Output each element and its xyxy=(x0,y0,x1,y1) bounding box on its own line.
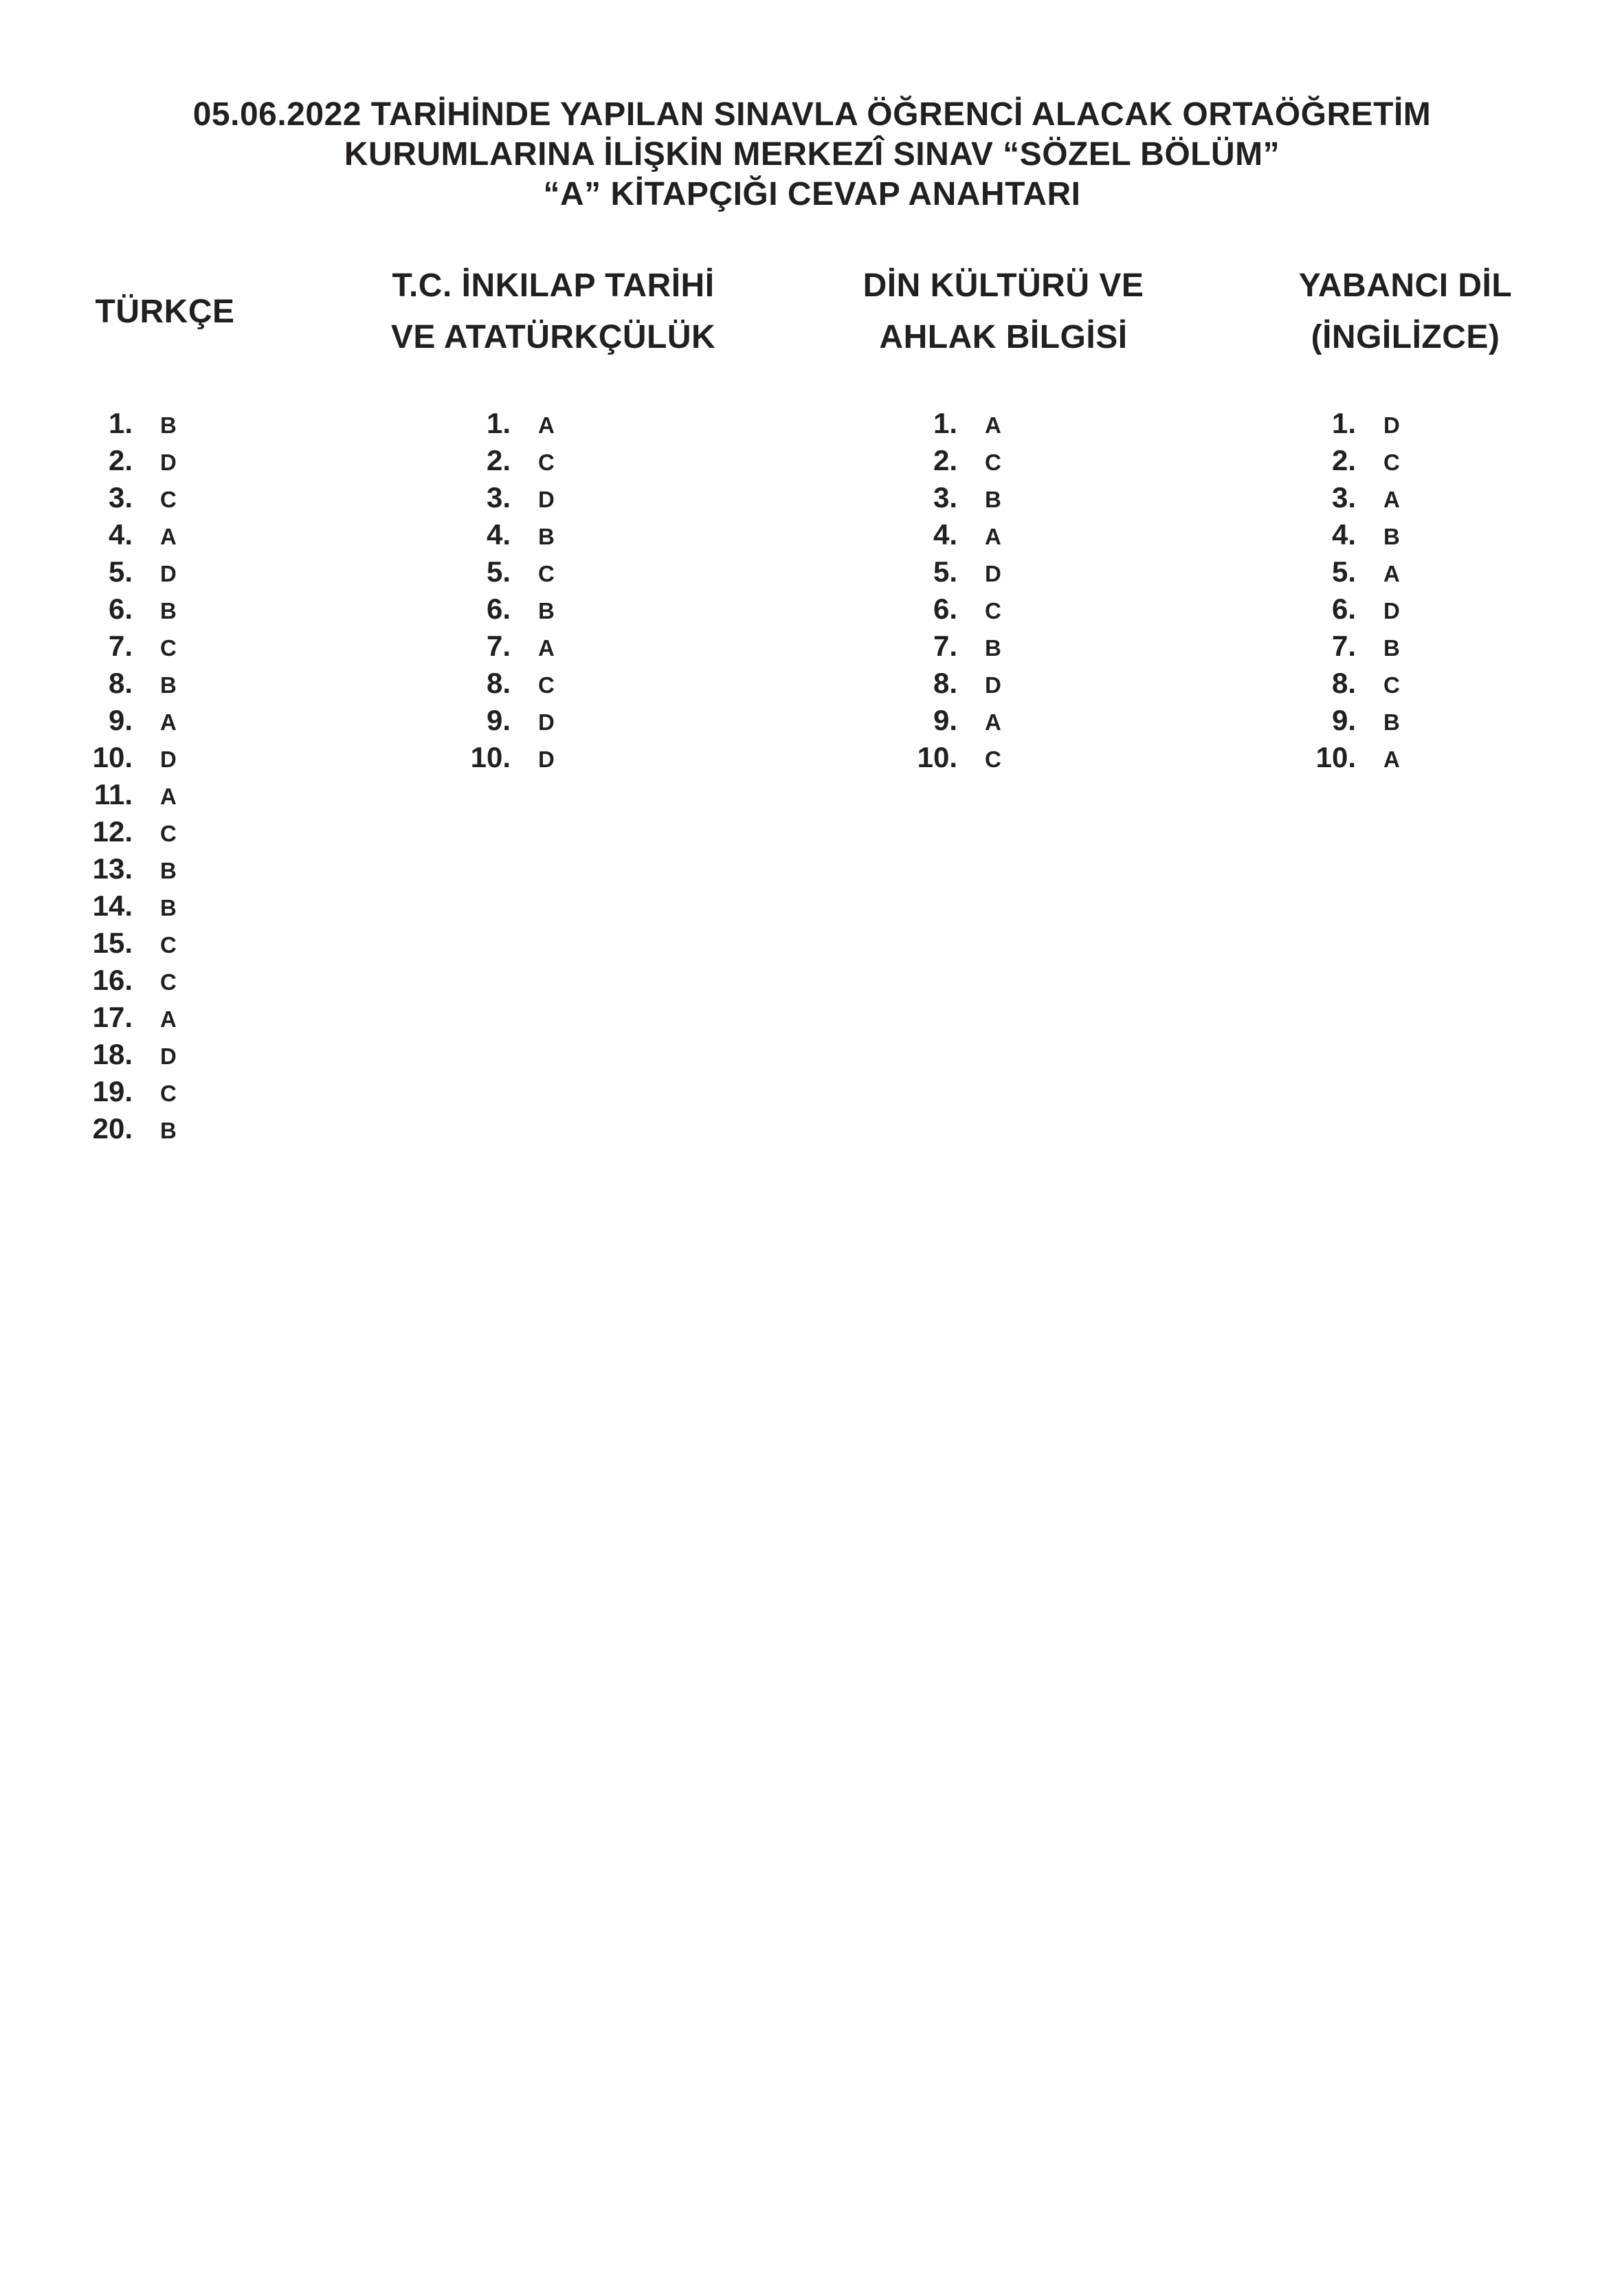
question-number: 10. xyxy=(470,741,511,773)
answer-row xyxy=(1273,405,1612,442)
question-number: 17. xyxy=(92,1001,133,1033)
answer-row xyxy=(875,665,1210,702)
question-number: 19. xyxy=(92,1075,133,1107)
answer-row xyxy=(875,405,1210,442)
answer-choice: B xyxy=(985,635,1001,661)
answer-choice: C xyxy=(160,821,177,846)
answer-row xyxy=(50,887,302,925)
answer-row xyxy=(428,665,759,702)
question-number: 16. xyxy=(92,964,133,996)
question-number: 4. xyxy=(486,518,511,551)
answer-choice: A xyxy=(1383,487,1400,512)
question-number: 7. xyxy=(108,630,133,662)
answer-row xyxy=(50,925,302,962)
answer-choice: D xyxy=(160,1044,177,1069)
answer-choice: A xyxy=(538,412,555,438)
question-number: 13. xyxy=(92,852,133,885)
answer-choice: B xyxy=(160,895,177,920)
answer-choice: B xyxy=(160,858,177,883)
question-number: 18. xyxy=(92,1038,133,1070)
title-line-1: 05.06.2022 TARİHİNDE YAPILAN SINAVLA ÖĞRENCİ ALACAK ORTAÖĞRETİM xyxy=(192,96,1432,133)
answer-choice: C xyxy=(985,450,1001,475)
question-number: 1. xyxy=(933,407,957,439)
subject-heading-turkce xyxy=(27,260,302,363)
answer-choice: B xyxy=(538,598,555,623)
question-number: 2. xyxy=(1331,444,1356,476)
subject-heading-line: DİN KÜLTÜRÜ VE xyxy=(863,267,1144,304)
answer-row xyxy=(1273,590,1612,628)
answer-row xyxy=(1273,665,1612,702)
question-number: 1. xyxy=(108,407,133,439)
subject-column-inkilap-tarihi xyxy=(347,260,759,776)
question-number: 11. xyxy=(93,778,133,810)
subject-heading-line: YABANCI DİL xyxy=(1298,267,1513,304)
question-number: 5. xyxy=(1331,555,1356,588)
question-number: 1. xyxy=(1331,407,1356,439)
question-number: 8. xyxy=(1331,667,1356,699)
subject-column-turkce xyxy=(27,260,302,1147)
answer-row xyxy=(50,962,302,999)
answer-choice: C xyxy=(1383,450,1400,475)
answer-choice: B xyxy=(160,598,177,623)
answer-list-din-kulturu xyxy=(797,405,1210,776)
answer-choice: B xyxy=(160,1118,177,1143)
answer-row xyxy=(428,405,759,442)
answer-row xyxy=(50,1036,302,1073)
answer-row xyxy=(1273,516,1612,553)
answer-row xyxy=(50,590,302,628)
question-number: 7. xyxy=(933,630,957,662)
answer-choice: C xyxy=(538,561,555,586)
answer-row xyxy=(428,628,759,665)
document-title xyxy=(0,95,1624,214)
answer-row xyxy=(428,739,759,776)
answer-row xyxy=(428,702,759,739)
answer-choice: A xyxy=(985,524,1001,549)
answer-row xyxy=(50,776,302,813)
answer-choice: D xyxy=(1383,412,1400,438)
answer-row xyxy=(1273,702,1612,739)
answer-row xyxy=(428,553,759,590)
question-number: 20. xyxy=(92,1112,133,1145)
answer-row xyxy=(50,516,302,553)
answer-choice: C xyxy=(160,932,177,958)
question-number: 4. xyxy=(108,518,133,551)
answer-row xyxy=(50,702,302,739)
answer-choice: C xyxy=(1383,672,1400,698)
answer-choice: A xyxy=(160,709,177,735)
question-number: 10. xyxy=(917,741,957,773)
answer-list-turkce xyxy=(27,405,302,1147)
answer-choice: D xyxy=(160,450,177,475)
answer-choice: A xyxy=(160,524,177,549)
subject-heading-line: T.C. İNKILAP TARİHİ xyxy=(392,267,715,304)
answer-choice: C xyxy=(985,747,1001,772)
answer-row xyxy=(1273,739,1612,776)
answer-row xyxy=(875,479,1210,516)
answer-choice: A xyxy=(985,412,1001,438)
answer-choice: C xyxy=(985,598,1001,623)
answer-row xyxy=(875,553,1210,590)
question-number: 9. xyxy=(108,704,133,736)
subject-heading-inkilap-tarihi xyxy=(347,260,759,363)
question-number: 9. xyxy=(486,704,511,736)
answer-choice: C xyxy=(538,450,555,475)
subject-column-din-kulturu xyxy=(797,260,1210,776)
answer-row xyxy=(1273,553,1612,590)
subject-heading-line: VE ATATÜRKÇÜLÜK xyxy=(390,319,716,355)
answer-choice: B xyxy=(985,487,1001,512)
answer-row xyxy=(50,553,302,590)
subject-column-yabanci-dil xyxy=(1199,260,1612,776)
question-number: 7. xyxy=(486,630,511,662)
question-number: 3. xyxy=(1331,481,1356,514)
question-number: 7. xyxy=(1331,630,1356,662)
question-number: 3. xyxy=(108,481,133,514)
answer-choice: A xyxy=(1383,747,1400,772)
question-number: 4. xyxy=(933,518,957,551)
title-line-2: KURUMLARINA İLİŞKİN MERKEZÎ SINAV “SÖZEL BÖLÜM” xyxy=(344,136,1280,173)
answer-row xyxy=(875,702,1210,739)
question-number: 12. xyxy=(92,815,133,848)
answer-choice: A xyxy=(538,635,555,661)
question-number: 15. xyxy=(92,927,133,959)
answer-row xyxy=(50,405,302,442)
answer-row xyxy=(50,813,302,850)
answer-choice: A xyxy=(985,709,1001,735)
question-number: 6. xyxy=(1331,593,1356,625)
answer-choice: C xyxy=(160,635,177,661)
question-number: 9. xyxy=(1331,704,1356,736)
answer-choice: D xyxy=(985,561,1001,586)
answer-choice: D xyxy=(538,747,555,772)
answer-choice: C xyxy=(160,487,177,512)
question-number: 8. xyxy=(108,667,133,699)
question-number: 4. xyxy=(1331,518,1356,551)
answer-row xyxy=(50,1073,302,1110)
question-number: 2. xyxy=(933,444,957,476)
answer-row xyxy=(50,442,302,479)
answer-choice: C xyxy=(160,969,177,995)
question-number: 14. xyxy=(92,890,133,922)
answer-choice: D xyxy=(160,561,177,586)
answer-row xyxy=(875,516,1210,553)
answer-row xyxy=(428,479,759,516)
answer-row xyxy=(50,850,302,887)
answer-row xyxy=(1273,479,1612,516)
title-line-3: “A” KİTAPÇIĞI CEVAP ANAHTARI xyxy=(543,176,1081,212)
answer-row xyxy=(875,628,1210,665)
question-number: 10. xyxy=(1315,741,1356,773)
question-number: 10. xyxy=(92,741,133,773)
question-number: 1. xyxy=(486,407,511,439)
answer-row xyxy=(50,628,302,665)
answer-row xyxy=(50,999,302,1036)
answer-choice: D xyxy=(538,487,555,512)
answer-row xyxy=(1273,628,1612,665)
answer-list-inkilap-tarihi xyxy=(347,405,759,776)
question-number: 5. xyxy=(108,555,133,588)
question-number: 9. xyxy=(933,704,957,736)
answer-choice: D xyxy=(160,747,177,772)
subject-heading-yabanci-dil xyxy=(1199,260,1612,363)
answer-choice: D xyxy=(985,672,1001,698)
question-number: 8. xyxy=(486,667,511,699)
answer-row xyxy=(50,479,302,516)
answer-choice: B xyxy=(1383,709,1400,735)
answer-choice: B xyxy=(1383,635,1400,661)
question-number: 6. xyxy=(108,593,133,625)
answer-row xyxy=(875,590,1210,628)
question-number: 5. xyxy=(486,555,511,588)
question-number: 3. xyxy=(486,481,511,514)
answer-choice: B xyxy=(160,672,177,698)
subject-heading-line: (İNGİLİZCE) xyxy=(1311,319,1500,355)
question-number: 6. xyxy=(486,593,511,625)
question-number: 6. xyxy=(933,593,957,625)
answer-choice: A xyxy=(160,784,177,809)
question-number: 3. xyxy=(933,481,957,514)
answer-choice: A xyxy=(160,1006,177,1032)
answer-row xyxy=(50,739,302,776)
answer-choice: A xyxy=(1383,561,1400,586)
answer-choice: B xyxy=(1383,524,1400,549)
answer-list-yabanci-dil xyxy=(1199,405,1612,776)
subject-heading-line: AHLAK BİLGİSİ xyxy=(879,319,1128,355)
subject-heading-line: TÜRKÇE xyxy=(95,293,235,330)
answer-row xyxy=(428,516,759,553)
answer-row xyxy=(428,442,759,479)
answer-choice: B xyxy=(160,412,177,438)
answer-row xyxy=(1273,442,1612,479)
answer-choice: D xyxy=(1383,598,1400,623)
subject-heading-din-kulturu xyxy=(797,260,1210,363)
answer-row xyxy=(50,1110,302,1147)
question-number: 2. xyxy=(108,444,133,476)
answer-row xyxy=(875,442,1210,479)
answer-row xyxy=(50,665,302,702)
answer-choice: C xyxy=(538,672,555,698)
question-number: 5. xyxy=(933,555,957,588)
answer-choice: D xyxy=(538,709,555,735)
answer-choice: C xyxy=(160,1081,177,1106)
answer-row xyxy=(875,739,1210,776)
question-number: 2. xyxy=(486,444,511,476)
answer-row xyxy=(428,590,759,628)
answer-choice: B xyxy=(538,524,555,549)
question-number: 8. xyxy=(933,667,957,699)
